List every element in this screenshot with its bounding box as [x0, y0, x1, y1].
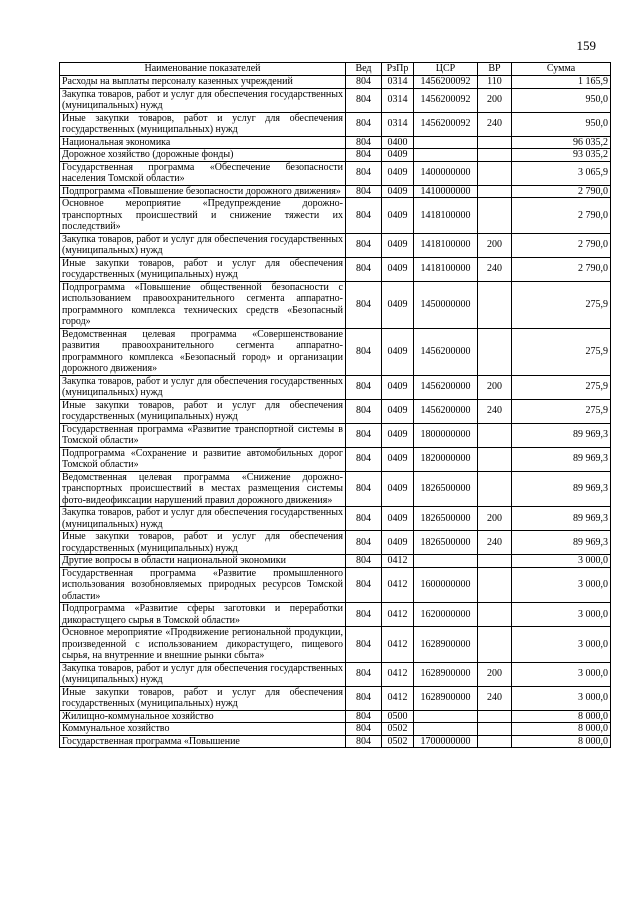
cell-rzpr: 0409	[382, 328, 414, 375]
page-number: 159	[576, 38, 596, 53]
cell-sum: 3 000,0	[512, 555, 611, 568]
cell-vr: 240	[478, 531, 512, 555]
cell-sum: 2 790,0	[512, 185, 611, 198]
cell-sum: 89 969,3	[512, 447, 611, 471]
cell-sum: 89 969,3	[512, 531, 611, 555]
cell-name: Подпрограмма «Повышение безопасности дорожного движения»	[60, 185, 346, 198]
table-row	[60, 112, 611, 136]
cell-ved: 804	[346, 447, 382, 471]
cell-rzpr: 0500	[382, 710, 414, 723]
cell-sum: 89 969,3	[512, 423, 611, 447]
cell-csr: 1826500000	[414, 471, 478, 507]
cell-name: Государственная программа «Развитие транспортной системы в Томской области»	[60, 423, 346, 447]
table-row	[60, 723, 611, 736]
cell-sum: 3 000,0	[512, 686, 611, 710]
cell-sum: 8 000,0	[512, 735, 611, 748]
cell-sum: 8 000,0	[512, 710, 611, 723]
cell-sum: 3 000,0	[512, 603, 611, 627]
table-row	[60, 399, 611, 423]
cell-rzpr: 0409	[382, 399, 414, 423]
cell-vr	[478, 603, 512, 627]
cell-ved: 804	[346, 88, 382, 112]
table-row	[60, 198, 611, 234]
cell-sum: 2 790,0	[512, 233, 611, 257]
cell-name: Коммунальное хозяйство	[60, 723, 346, 736]
table-row	[60, 149, 611, 162]
cell-vr	[478, 555, 512, 568]
table-row	[60, 423, 611, 447]
cell-name: Подпрограмма «Сохранение и развитие автомобильных дорог Томской области»	[60, 447, 346, 471]
cell-sum: 2 790,0	[512, 257, 611, 281]
cell-name: Закупка товаров, работ и услуг для обеспечения государственных (муниципальных) нужд	[60, 507, 346, 531]
cell-rzpr: 0409	[382, 185, 414, 198]
cell-ved: 804	[346, 627, 382, 663]
cell-rzpr: 0314	[382, 112, 414, 136]
cell-vr	[478, 149, 512, 162]
cell-ved: 804	[346, 735, 382, 748]
table-row	[60, 735, 611, 748]
cell-name: Иные закупки товаров, работ и услуг для обеспечения государственных (муниципальных) нужд	[60, 531, 346, 555]
cell-vr: 200	[478, 233, 512, 257]
cell-csr: 1628900000	[414, 662, 478, 686]
cell-vr	[478, 281, 512, 328]
cell-name: Ведомственная целевая программа «Снижение дорожно-транспортных происшествий в местах размещения системы фото-видеофиксации нарушений правил дорожного движения»	[60, 471, 346, 507]
cell-csr: 1418100000	[414, 198, 478, 234]
cell-csr: 1456200000	[414, 399, 478, 423]
cell-vr	[478, 328, 512, 375]
cell-csr: 1620000000	[414, 603, 478, 627]
cell-ved: 804	[346, 686, 382, 710]
table-row	[60, 185, 611, 198]
cell-sum: 3 000,0	[512, 662, 611, 686]
cell-vr	[478, 627, 512, 663]
cell-rzpr: 0409	[382, 257, 414, 281]
header-ved: Вед	[346, 63, 382, 76]
cell-name: Иные закупки товаров, работ и услуг для обеспечения государственных (муниципальных) нужд	[60, 399, 346, 423]
cell-rzpr: 0412	[382, 686, 414, 710]
cell-vr: 200	[478, 88, 512, 112]
cell-name: Ведомственная целевая программа «Совершенствование развития правоохранительного сегмента аппаратно-программного комплекса «Безопасный город» и организации дорожного движения»	[60, 328, 346, 375]
cell-vr: 240	[478, 257, 512, 281]
cell-rzpr: 0314	[382, 88, 414, 112]
cell-sum: 8 000,0	[512, 723, 611, 736]
cell-vr	[478, 136, 512, 149]
cell-name: Иные закупки товаров, работ и услуг для обеспечения государственных (муниципальных) нужд	[60, 257, 346, 281]
table-row	[60, 447, 611, 471]
table-row	[60, 507, 611, 531]
cell-rzpr: 0409	[382, 447, 414, 471]
table-row	[60, 471, 611, 507]
cell-ved: 804	[346, 567, 382, 603]
cell-vr	[478, 735, 512, 748]
table-row	[60, 603, 611, 627]
cell-vr	[478, 161, 512, 185]
cell-csr	[414, 723, 478, 736]
cell-rzpr: 0409	[382, 471, 414, 507]
cell-ved: 804	[346, 198, 382, 234]
cell-ved: 804	[346, 328, 382, 375]
budget-table	[59, 62, 611, 748]
cell-rzpr: 0409	[382, 233, 414, 257]
cell-rzpr: 0412	[382, 627, 414, 663]
cell-sum: 275,9	[512, 375, 611, 399]
header-rzpr: РзПр	[382, 63, 414, 76]
cell-sum: 275,9	[512, 328, 611, 375]
cell-ved: 804	[346, 710, 382, 723]
cell-vr	[478, 447, 512, 471]
header-sum: Сумма	[512, 63, 611, 76]
cell-vr: 240	[478, 686, 512, 710]
cell-vr: 240	[478, 112, 512, 136]
cell-name: Подпрограмма «Развитие сферы заготовки и переработки дикорастущего сырья в Томской области»	[60, 603, 346, 627]
table-row	[60, 161, 611, 185]
cell-vr	[478, 710, 512, 723]
cell-vr: 200	[478, 662, 512, 686]
cell-csr: 1418100000	[414, 233, 478, 257]
cell-csr: 1826500000	[414, 531, 478, 555]
cell-ved: 804	[346, 375, 382, 399]
table-row	[60, 531, 611, 555]
table-row	[60, 281, 611, 328]
table-row	[60, 328, 611, 375]
cell-name: Закупка товаров, работ и услуг для обеспечения государственных (муниципальных) нужд	[60, 662, 346, 686]
cell-sum: 3 065,9	[512, 161, 611, 185]
cell-rzpr: 0412	[382, 555, 414, 568]
cell-vr: 200	[478, 507, 512, 531]
cell-csr: 1820000000	[414, 447, 478, 471]
cell-sum: 3 000,0	[512, 567, 611, 603]
cell-csr: 1456200092	[414, 76, 478, 89]
cell-ved: 804	[346, 555, 382, 568]
cell-csr: 1418100000	[414, 257, 478, 281]
table-row	[60, 76, 611, 89]
cell-ved: 804	[346, 399, 382, 423]
cell-sum: 93 035,2	[512, 149, 611, 162]
cell-sum: 3 000,0	[512, 627, 611, 663]
cell-vr	[478, 198, 512, 234]
table-body	[60, 76, 611, 748]
cell-ved: 804	[346, 723, 382, 736]
cell-rzpr: 0409	[382, 198, 414, 234]
cell-csr: 1400000000	[414, 161, 478, 185]
cell-sum: 2 790,0	[512, 198, 611, 234]
cell-rzpr: 0409	[382, 161, 414, 185]
cell-ved: 804	[346, 149, 382, 162]
cell-name: Иные закупки товаров, работ и услуг для обеспечения государственных (муниципальных) нужд	[60, 112, 346, 136]
table-row	[60, 686, 611, 710]
cell-name: Закупка товаров, работ и услуг для обеспечения государственных (муниципальных) нужд	[60, 375, 346, 399]
cell-csr: 1826500000	[414, 507, 478, 531]
header-row	[60, 63, 611, 76]
cell-ved: 804	[346, 281, 382, 328]
cell-name: Государственная программа «Обеспечение безопасности населения Томской области»	[60, 161, 346, 185]
cell-vr: 200	[478, 375, 512, 399]
cell-vr	[478, 423, 512, 447]
cell-ved: 804	[346, 136, 382, 149]
cell-csr: 1456200000	[414, 328, 478, 375]
cell-name: Расходы на выплаты персоналу казенных учреждений	[60, 76, 346, 89]
cell-ved: 804	[346, 112, 382, 136]
cell-sum: 89 969,3	[512, 471, 611, 507]
cell-sum: 1 165,9	[512, 76, 611, 89]
cell-vr	[478, 471, 512, 507]
cell-csr: 1700000000	[414, 735, 478, 748]
cell-ved: 804	[346, 507, 382, 531]
table-row	[60, 662, 611, 686]
cell-name: Другие вопросы в области национальной экономики	[60, 555, 346, 568]
cell-csr	[414, 149, 478, 162]
cell-rzpr: 0314	[382, 76, 414, 89]
cell-rzpr: 0502	[382, 735, 414, 748]
cell-ved: 804	[346, 603, 382, 627]
cell-csr: 1410000000	[414, 185, 478, 198]
cell-rzpr: 0412	[382, 662, 414, 686]
cell-name: Государственная программа «Развитие промышленного использования возобновляемых природных ресурсов Томской области»	[60, 567, 346, 603]
cell-sum: 950,0	[512, 88, 611, 112]
cell-csr: 1456200092	[414, 112, 478, 136]
cell-sum: 950,0	[512, 112, 611, 136]
cell-name: Основное мероприятие «Предупреждение дорожно-транспортных происшествий и снижение тяжести их последствий»	[60, 198, 346, 234]
header-vr: ВР	[478, 63, 512, 76]
cell-vr: 240	[478, 399, 512, 423]
cell-vr: 110	[478, 76, 512, 89]
cell-name: Жилищно-коммунальное хозяйство	[60, 710, 346, 723]
cell-sum: 96 035,2	[512, 136, 611, 149]
cell-csr: 1456200000	[414, 375, 478, 399]
cell-ved: 804	[346, 471, 382, 507]
cell-name: Иные закупки товаров, работ и услуг для обеспечения государственных (муниципальных) нужд	[60, 686, 346, 710]
cell-rzpr: 0409	[382, 281, 414, 328]
table-header	[60, 63, 611, 76]
cell-rzpr: 0409	[382, 375, 414, 399]
cell-csr: 1450000000	[414, 281, 478, 328]
cell-csr	[414, 555, 478, 568]
cell-csr	[414, 710, 478, 723]
cell-rzpr: 0409	[382, 423, 414, 447]
cell-name: Национальная экономика	[60, 136, 346, 149]
cell-rzpr: 0400	[382, 136, 414, 149]
cell-sum: 89 969,3	[512, 507, 611, 531]
table-row	[60, 136, 611, 149]
cell-ved: 804	[346, 185, 382, 198]
table-row	[60, 627, 611, 663]
cell-name: Закупка товаров, работ и услуг для обеспечения государственных (муниципальных) нужд	[60, 233, 346, 257]
table-row	[60, 375, 611, 399]
cell-csr: 1600000000	[414, 567, 478, 603]
cell-ved: 804	[346, 257, 382, 281]
cell-ved: 804	[346, 76, 382, 89]
cell-name: Основное мероприятие «Продвижение региональной продукции, произведенной с использованием дикорастущего, пищевого сырья, на внутренние и внешние рынки сбыта»	[60, 627, 346, 663]
cell-rzpr: 0502	[382, 723, 414, 736]
cell-ved: 804	[346, 161, 382, 185]
table-row	[60, 710, 611, 723]
cell-sum: 275,9	[512, 399, 611, 423]
cell-sum: 275,9	[512, 281, 611, 328]
cell-rzpr: 0409	[382, 531, 414, 555]
cell-csr: 1800000000	[414, 423, 478, 447]
cell-name: Закупка товаров, работ и услуг для обеспечения государственных (муниципальных) нужд	[60, 88, 346, 112]
table-row	[60, 257, 611, 281]
cell-vr	[478, 185, 512, 198]
cell-name: Государственная программа «Повышение	[60, 735, 346, 748]
cell-csr	[414, 136, 478, 149]
cell-name: Дорожное хозяйство (дорожные фонды)	[60, 149, 346, 162]
table-row	[60, 233, 611, 257]
table-row	[60, 555, 611, 568]
cell-rzpr: 0412	[382, 603, 414, 627]
cell-ved: 804	[346, 233, 382, 257]
cell-csr: 1628900000	[414, 686, 478, 710]
table-row	[60, 567, 611, 603]
cell-csr: 1456200092	[414, 88, 478, 112]
cell-ved: 804	[346, 531, 382, 555]
cell-ved: 804	[346, 423, 382, 447]
header-csr: ЦСР	[414, 63, 478, 76]
header-name: Наименование показателей	[60, 63, 346, 76]
cell-name: Подпрограмма «Повышение общественной безопасности с использованием правоохранительного сегмента аппаратно-программного комплекса технических средств «Безопасный город»	[60, 281, 346, 328]
cell-rzpr: 0409	[382, 149, 414, 162]
cell-ved: 804	[346, 662, 382, 686]
cell-csr: 1628900000	[414, 627, 478, 663]
cell-vr	[478, 723, 512, 736]
table-row	[60, 88, 611, 112]
cell-rzpr: 0412	[382, 567, 414, 603]
cell-rzpr: 0409	[382, 507, 414, 531]
cell-vr	[478, 567, 512, 603]
